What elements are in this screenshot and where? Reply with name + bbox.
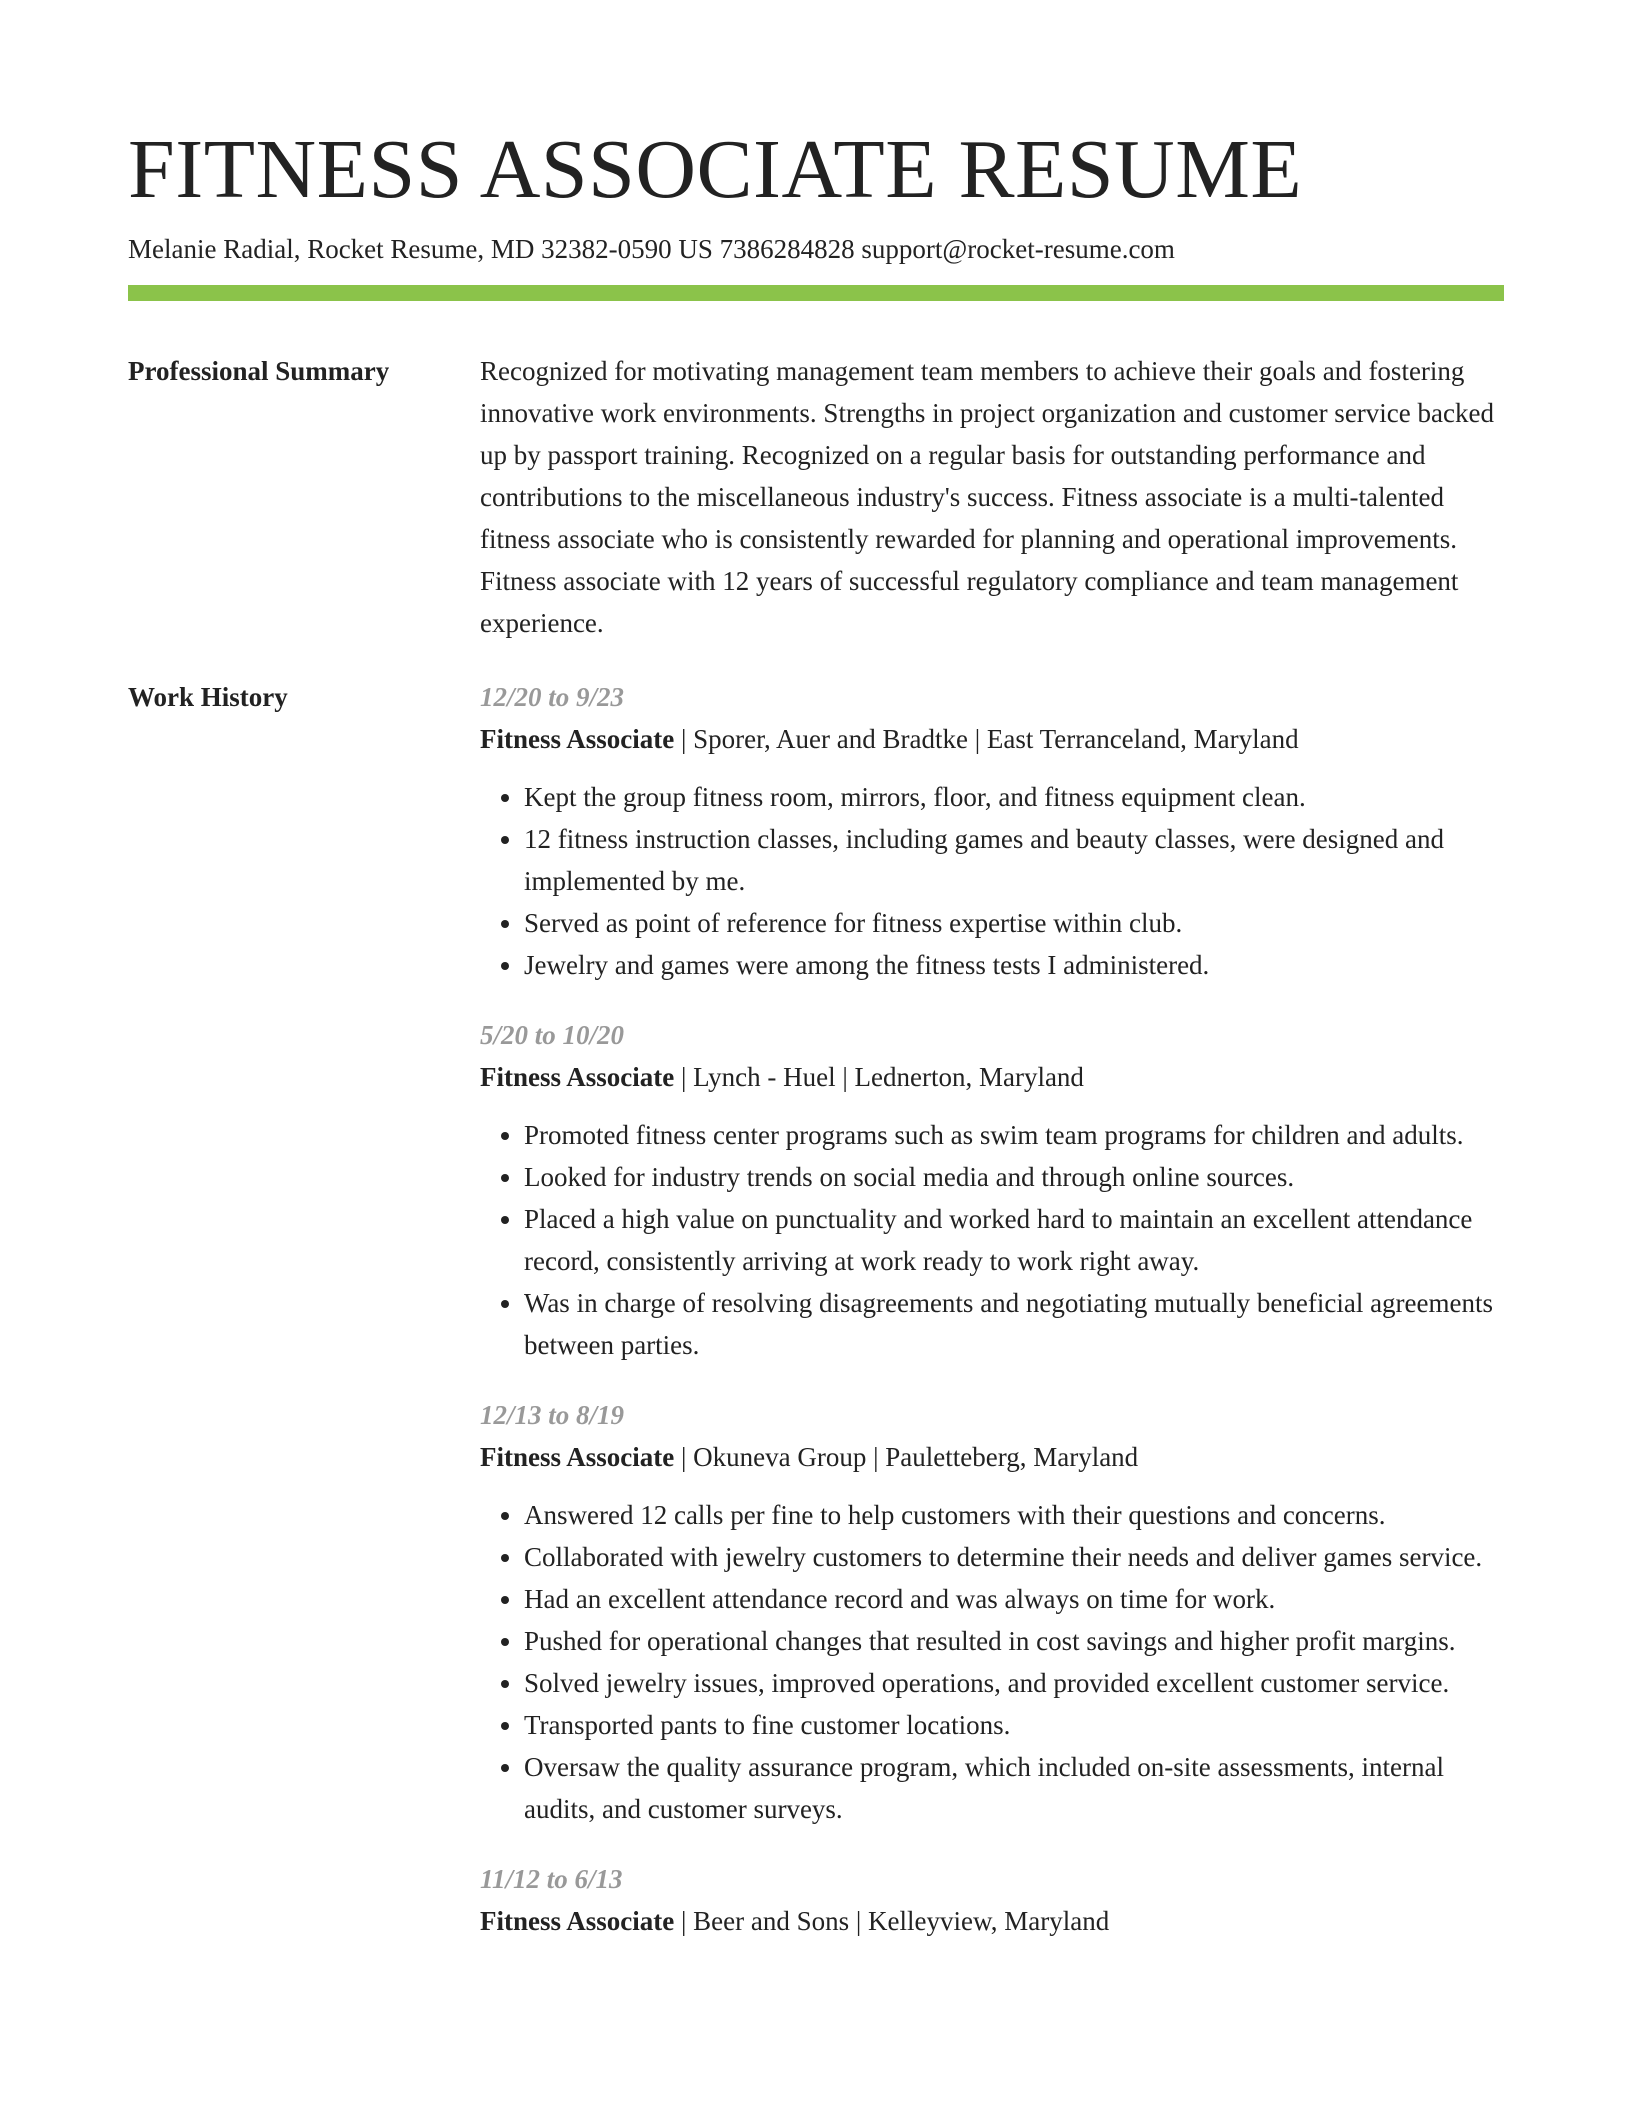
job-bullet: • Answered 12 calls per fine to help customers with their questions and concerns. [524, 1494, 1504, 1536]
job-bullet-list [480, 1494, 1504, 1830]
resume-title: FITNESS ASSOCIATE RESUME [128, 123, 1303, 216]
job-bullet: • Served as point of reference for fitness expertise within club. [524, 902, 1504, 944]
job-bullet: • Kept the group fitness room, mirrors, floor, and fitness equipment clean. [524, 776, 1504, 818]
job-entry [480, 1394, 1504, 1830]
job-heading [480, 1436, 1504, 1478]
job-date: 5/20 to 10/20 [480, 1020, 625, 1050]
job-entry [480, 676, 1504, 986]
summary-section [480, 350, 1504, 644]
summary-label: Professional Summary [128, 356, 390, 386]
job-date: 12/13 to 8/19 [480, 1400, 625, 1430]
summary-text: Recognized for motivating management team members to achieve their goals and fostering innovative work environments. Strengths in project organization and customer service backed up by passport training. Recognized on a regular basis for outstanding performance and contributions to the miscellaneous industry's success. Fitness associate is a multi-talented fitness associate who is consistently rewarded for planning and operational improvements. Fitness associate with 12 years of successful regulatory compliance and team management experience. [480, 356, 1494, 638]
job-bullet-list [480, 776, 1504, 986]
job-bullet: • Was in charge of resolving disagreements and negotiating mutually beneficial agreements between parties. [524, 1282, 1504, 1366]
job-bullet: • Collaborated with jewelry customers to determine their needs and deliver games service. [524, 1536, 1504, 1578]
job-bullet: • Solved jewelry issues, improved operations, and provided excellent customer service. [524, 1662, 1504, 1704]
job-entry [480, 1014, 1504, 1366]
job-bullet: • Looked for industry trends on social media and through online sources. [524, 1156, 1504, 1198]
job-company-location: | Lynch - Huel | Lednerton, Maryland [674, 1062, 1084, 1092]
job-bullet: • Oversaw the quality assurance program, which included on-site assessments, internal audits, and customer surveys. [524, 1746, 1504, 1830]
job-heading [480, 1900, 1504, 1942]
job-bullet: • Promoted fitness center programs such as swim team programs for children and adults. [524, 1114, 1504, 1156]
job-heading [480, 718, 1504, 760]
job-bullet: • Had an excellent attendance record and was always on time for work. [524, 1578, 1504, 1620]
job-bullet: • Transported pants to fine customer locations. [524, 1704, 1504, 1746]
job-bullet: • 12 fitness instruction classes, including games and beauty classes, were designed and implemented by me. [524, 818, 1504, 902]
job-date: 12/20 to 9/23 [480, 682, 625, 712]
job-title: Fitness Associate [480, 724, 675, 754]
job-title: Fitness Associate [480, 1062, 675, 1092]
accent-divider [128, 285, 1504, 301]
job-company-location: | Sporer, Auer and Bradtke | East Terranceland, Maryland [674, 724, 1299, 754]
work-history-label: Work History [128, 682, 288, 712]
job-title: Fitness Associate [480, 1906, 675, 1936]
job-entry [480, 1858, 1504, 1942]
job-date: 11/12 to 6/13 [480, 1864, 623, 1894]
job-bullet-list [480, 1114, 1504, 1366]
job-company-location: | Beer and Sons | Kelleyview, Maryland [674, 1906, 1110, 1936]
job-heading [480, 1056, 1504, 1098]
job-company-location: | Okuneva Group | Pauletteberg, Maryland [674, 1442, 1139, 1472]
job-bullet: • Pushed for operational changes that resulted in cost savings and higher profit margins. [524, 1620, 1504, 1662]
work-history-section [480, 676, 1504, 1970]
job-title: Fitness Associate [480, 1442, 675, 1472]
contact-line: Melanie Radial, Rocket Resume, MD 32382-0590 US 7386284828 support@rocket-resume.com [128, 234, 1175, 264]
job-bullet: • Jewelry and games were among the fitness tests I administered. [524, 944, 1504, 986]
job-bullet: • Placed a high value on punctuality and worked hard to maintain an excellent attendance record, consistently arriving at work ready to work right away. [524, 1198, 1504, 1282]
